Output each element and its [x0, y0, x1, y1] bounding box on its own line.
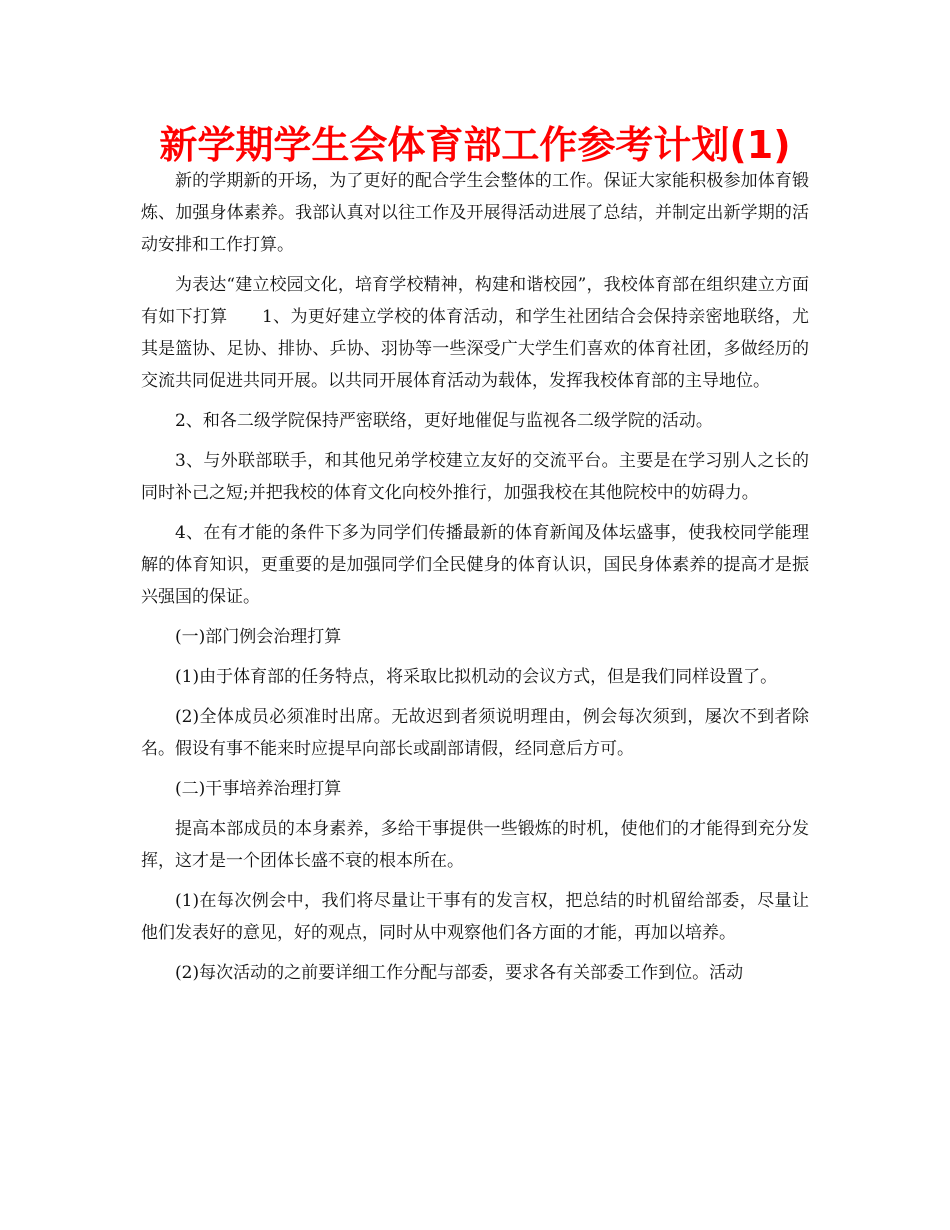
paragraph: (1)在每次例会中，我们将尽量让干事有的发言权，把总结的时机留给部委，尽量让他们发表好的意见，好的观点，同时从中观察他们各方面的才能，再加以培养。: [141, 891, 809, 943]
paragraph: 新的学期新的开场，为了更好的配合学生会整体的工作。保证大家能积极参加体育锻炼、加强身体素养。我部认真对以往工作及开展得活动进展了总结，并制定出新学期的活动安排和工作打算。: [141, 171, 809, 255]
paragraph: 为表达“建立校园文化，培育学校精神，构建和谐校园”，我校体育部在组织建立方面有如下打算 1、为更好建立学校的体育活动，和学生社团结合会保持亲密地联络，尤其是篮协、足协、排协、乒协、羽协等一些深受广大学生们喜欢的体育社团，多做经历的交流共同促进共同开展。以共同开展体育活动为载体，发挥我校体育部的主导地位。: [141, 275, 809, 391]
document-title: 新学期学生会体育部工作参考计划(1): [159, 123, 791, 167]
section-heading: (一)部门例会治理打算: [175, 627, 342, 647]
paragraph: 提高本部成员的本身素养，多给干事提供一些锻炼的时机，使他们的才能得到充分发挥，这才是一个团体长盛不衰的根本所在。: [141, 819, 809, 871]
paragraph: 2、和各二级学院保持严密联络，更好地催促与监视各二级学院的活动。: [175, 411, 713, 431]
paragraph: (1)由于体育部的任务特点，将采取比拟机动的会议方式，但是我们同样设置了。: [175, 667, 778, 687]
paragraph: (2)全体成员必须准时出席。无故迟到者须说明理由，例会每次须到，屡次不到者除名。假设有事不能来时应提早向部长或副部请假，经同意后方可。: [141, 707, 809, 759]
paragraph: 3、与外联部联手，和其他兄弟学校建立友好的交流平台。主要是在学习别人之长的同时补己之短;并把我校的体育文化向校外推行，加强我校在其他院校中的妨碍力。: [141, 451, 809, 503]
section-heading: (二)干事培养治理打算: [175, 779, 342, 799]
paragraph: 4、在有才能的条件下多为同学们传播最新的体育新闻及体坛盛事，使我校同学能理解的体育知识，更重要的是加强同学们全民健身的体育认识，国民身体素养的提高才是振兴强国的保证。: [141, 523, 809, 607]
document-body: [141, 165, 809, 997]
paragraph: (2)每次活动的之前要详细工作分配与部委，要求各有关部委工作到位。活动: [175, 963, 744, 983]
